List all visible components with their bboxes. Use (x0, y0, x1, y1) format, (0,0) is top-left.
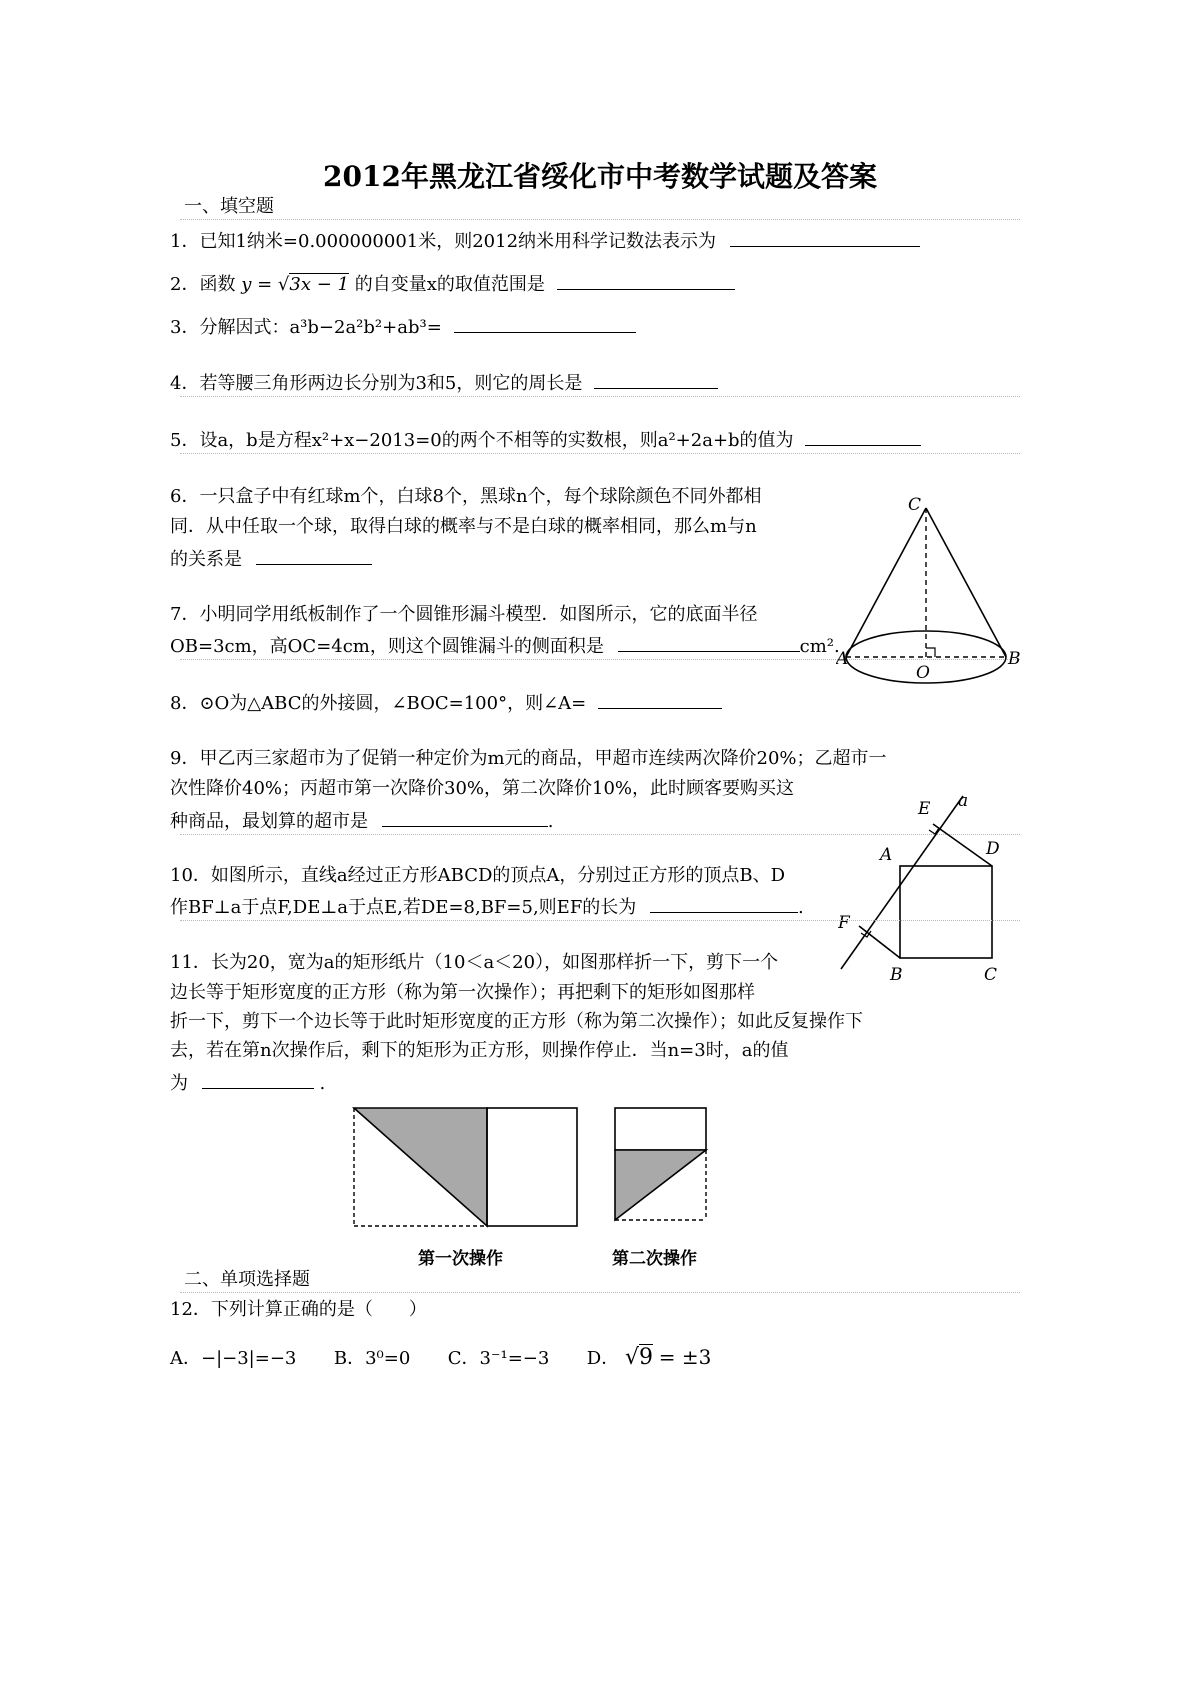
page-title: 2012年黑龙江省绥化市中考数学试题及答案 (323, 160, 877, 193)
option-B: B．3⁰=0 (333, 1348, 411, 1369)
question-10-line-1: 10．如图所示，直线a经过正方形ABCD的顶点A，分别过正方形的顶点B、D (170, 865, 786, 886)
section-heading-fill-blank: 一、填空题 (184, 196, 274, 217)
answer-blank (594, 370, 718, 389)
question-1: 1．已知1纳米=0.000000001米，则2012纳米用科学记数法表示为 (170, 228, 920, 253)
answer-blank (730, 228, 920, 247)
label-a: a (958, 791, 969, 811)
sqrt-symbol: √9 (624, 1345, 653, 1370)
question-3: 3．分解因式：a³b−2a²b²+ab³= (170, 314, 636, 339)
question-6-line-3: 的关系是 (170, 546, 372, 571)
folding-figures (350, 1104, 720, 1238)
question-4: 4．若等腰三角形两边长分别为3和5，则它的周长是 (170, 370, 718, 395)
divider (180, 219, 1020, 220)
answer-blank (256, 546, 372, 565)
question-9-line-3: 种商品，最划算的超市是 . (170, 808, 553, 833)
label-C: C (908, 495, 922, 515)
label-A: A (836, 649, 849, 669)
question-11-line-5: 为 . (170, 1070, 325, 1095)
question-2: 2．函数 y = √3x − 1 的自变量x的取值范围是 (170, 271, 735, 296)
answer-blank (557, 271, 735, 290)
label-D: D (986, 839, 1000, 859)
question-11-line-4: 去，若在第n次操作后，剩下的矩形为正方形，则操作停止．当n=3时，a的值 (170, 1040, 789, 1061)
question-6-line-1: 6．一只盒子中有红球m个，白球8个，黑球n个，每个球除颜色不同外都相 (170, 486, 762, 507)
option-C: C．3⁻¹=−3 (447, 1348, 550, 1369)
label-C: C (984, 965, 998, 985)
question-7-line-2: OB=3cm，高OC=4cm，则这个圆锥漏斗的侧面积是 cm². (170, 633, 840, 658)
answer-blank (650, 894, 798, 913)
label-F: F (838, 913, 850, 933)
question-12-options (170, 1346, 711, 1370)
question-11-line-2: 边长等于矩形宽度的正方形（称为第一次操作）；再把剩下的矩形如图那样 (170, 982, 755, 1003)
question-11-line-1: 11．长为20，宽为a的矩形纸片（10＜a＜20），如图那样折一下，剪下一个 (170, 952, 779, 973)
question-8: 8．⊙O为△ABC的外接圆，∠BOC=100°，则∠A= (170, 690, 722, 715)
caption-second-operation: 第二次操作 (612, 1249, 697, 1269)
divider (180, 453, 1020, 454)
sqrt-symbol: √3x − 1 (277, 274, 349, 295)
section-heading-single-choice: 二、单项选择题 (184, 1269, 310, 1290)
caption-first-operation: 第一次操作 (418, 1249, 503, 1269)
label-E: E (918, 799, 931, 819)
question-9-line-2: 次性降价40%；丙超市第一次降价30%，第二次降价10%，此时顾客要购买这 (170, 778, 795, 799)
question-7-line-1: 7．小明同学用纸板制作了一个圆锥形漏斗模型．如图所示，它的底面半径 (170, 604, 758, 625)
square-line-figure (838, 786, 1018, 986)
divider (180, 1292, 1020, 1293)
label-O: O (916, 663, 930, 683)
divider (180, 396, 1020, 397)
option-A: A．−|−3|=−3 (170, 1348, 297, 1369)
question-12: 12．下列计算正确的是（ ） (170, 1299, 427, 1320)
question-6-line-2: 同．从中任取一个球，取得白球的概率与不是白球的概率相同，那么m与n (170, 516, 757, 537)
label-A: A (880, 845, 893, 865)
answer-blank (618, 633, 800, 652)
label-B: B (890, 965, 903, 985)
question-10-line-2: 作BF⊥a于点F,DE⊥a于点E,若DE=8,BF=5,则EF的长为 . (170, 894, 804, 919)
answer-blank (202, 1070, 314, 1089)
answer-blank (805, 427, 921, 446)
question-5: 5．设a，b是方程x²+x−2013=0的两个不相等的实数根，则a²+2a+b的值为 (170, 427, 921, 452)
divider (180, 920, 1020, 921)
cone-figure (836, 490, 1036, 690)
answer-blank (598, 690, 722, 709)
question-9-line-1: 9．甲乙丙三家超市为了促销一种定价为m元的商品，甲超市连续两次降价20%；乙超市一 (170, 748, 887, 769)
label-B: B (1008, 649, 1021, 669)
question-11-line-3: 折一下，剪下一个边长等于此时矩形宽度的正方形（称为第二次操作）；如此反复操作下 (170, 1011, 863, 1032)
answer-blank (382, 808, 548, 827)
answer-blank (454, 314, 636, 333)
option-D: D． √9 = ±3 (586, 1345, 712, 1370)
